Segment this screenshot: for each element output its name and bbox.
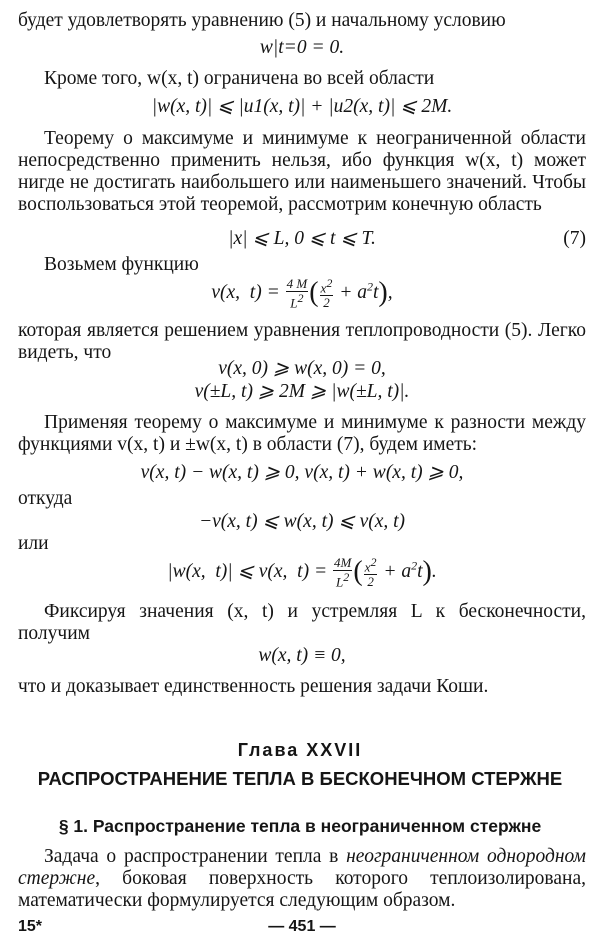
problem-text-start: Задача о распространении тепла в bbox=[44, 846, 347, 867]
paragraph-bounded: Кроме того, w(x, t) ограничена во всей области bbox=[44, 68, 435, 89]
paragraph-uniqueness: что и доказывает единственность решения задачи Коши. bbox=[18, 676, 489, 697]
page-number: — 451 — bbox=[268, 918, 336, 935]
equation-v-boundary: v(±L, t) ⩾ 2M ⩾ |w(±L, t)|. bbox=[194, 381, 410, 402]
signature-mark: 15* bbox=[18, 918, 43, 935]
chapter-title: РАСПРОСТРАНЕНИЕ ТЕПЛА В БЕСКОНЕЧНОМ СТЕРЖНЕ bbox=[37, 768, 563, 789]
fraction-x2-2-second: $\frac{x^2}{2}$ bbox=[364, 555, 377, 590]
paragraph-intro: будет удовлетворять уравнению (5) и начальному условию bbox=[18, 10, 506, 31]
equation-domain-body: |x| ⩽ L, 0 ⩽ t ⩽ T. bbox=[228, 228, 376, 249]
equation-double-inequality: −v(x, t) ⩽ w(x, t) ⩽ v(x, t) bbox=[198, 511, 406, 532]
equation-identically-zero: w(x, t) ≡ 0, bbox=[258, 645, 346, 666]
paragraph-problem-statement bbox=[18, 846, 586, 912]
chapter-label: Глава XXVII bbox=[237, 740, 363, 760]
equation-bound: |w(x, t)| ⩽ |u1(x, t)| + |u2(x, t)| ⩽ 2M. bbox=[151, 96, 453, 117]
problem-text-emphasis: неограниченном однородном стержне bbox=[18, 846, 587, 890]
fraction-4m-l2-second: $\frac{4M}{L^2}$ bbox=[334, 555, 352, 590]
paragraph-theorem: Теорему о максимуме и минимуме к неограниченной области непосредственно применить нельзя, ибо функция w(x, t) может нигде не достигать наибольшего или наименьшего значений. Чтобы воспользоваться этой теоремой, рассмотрим конечную область bbox=[18, 128, 586, 216]
problem-text-end: , боковая поверхность которого теплоизолирована, математически формулируется следующим образом. bbox=[18, 868, 586, 912]
paragraph-apply-theorem: Применяя теорему о максимуме и минимуме к разности между функциями v(x, t) и ±w(x, t) в области (7), будем иметь: bbox=[18, 412, 586, 456]
equation-initial-condition: w|t=0 = 0. bbox=[259, 37, 345, 58]
equation-v-initial: v(x, 0) ⩾ w(x, 0) = 0, bbox=[218, 358, 386, 379]
equation-domain bbox=[18, 228, 586, 250]
paragraph-take-function: Возьмем функцию bbox=[44, 254, 199, 275]
paragraph-fix-values: Фиксируя значения (x, t) и устремляя L к бесконечности, получим bbox=[18, 601, 586, 645]
paragraph-or: или bbox=[18, 533, 49, 554]
fraction-x2-2: $\frac{x^2}{2}$ bbox=[320, 276, 333, 311]
fraction-4m-l2: $\frac{4 M}{L^2}$ bbox=[286, 276, 308, 311]
equation-number: (7) bbox=[563, 228, 586, 249]
paragraph-solution: которая является решением уравнения теплопроводности (5). Легко видеть, что bbox=[18, 320, 586, 364]
section-title: § 1. Распространение тепла в неограниченном стержне bbox=[58, 816, 542, 836]
paragraph-hence: откуда bbox=[18, 488, 73, 509]
equation-differences: v(x, t) − w(x, t) ⩾ 0, v(x, t) + w(x, t) ⩾ 0, bbox=[140, 462, 464, 483]
equation-abs-bound: |w(x, t)| ⩽ v(x, t) = $\frac{4M}{L^2}$ ( $\frac{x^2}{2}$ + $a^2t$). bbox=[167, 555, 437, 590]
equation-v-definition: v(x, t) = $\frac{4 M}{L^2}$ ( $\frac{x^2}{2}$ + $a^2t$), bbox=[211, 276, 393, 311]
